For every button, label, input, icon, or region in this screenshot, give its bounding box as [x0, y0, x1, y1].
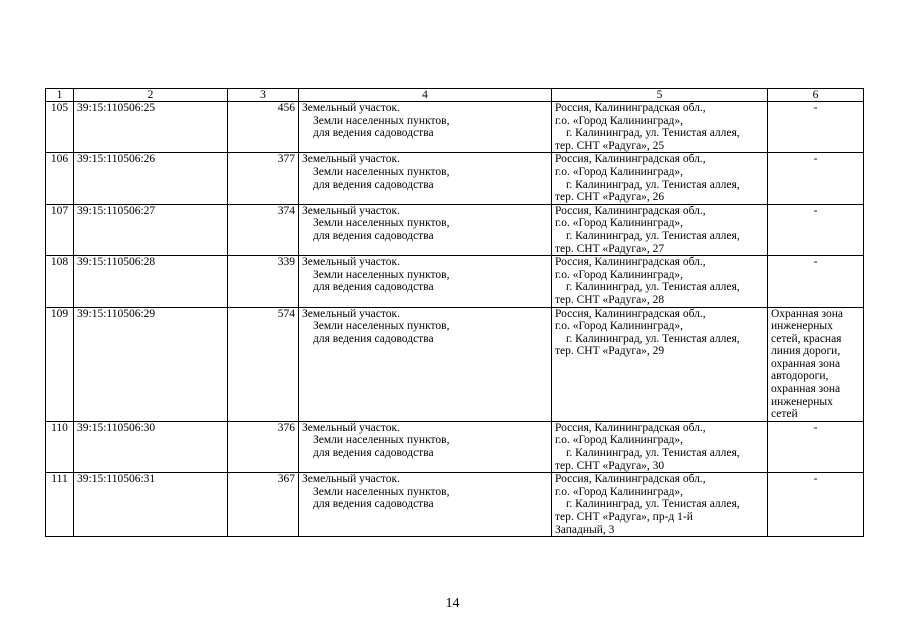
plot-restrictions: [768, 256, 864, 307]
plot-description-line: для ведения садоводства: [313, 229, 434, 242]
plot-address: [552, 473, 768, 537]
area-value: 367: [228, 473, 299, 537]
table-body: [46, 102, 864, 537]
table-row: [46, 473, 864, 537]
plot-restrictions-line: линия дороги,: [771, 345, 841, 358]
area-value: 456: [228, 102, 299, 153]
row-number: 106: [46, 153, 74, 204]
plot-description-line: Земли населенных пунктов,: [313, 165, 450, 178]
plot-address-line: г. Калининград, ул. Тенистая аллея,: [566, 498, 740, 511]
row-number: 105: [46, 102, 74, 153]
table-header: [46, 89, 864, 102]
plot-restrictions: [768, 204, 864, 255]
plot-restrictions: [768, 102, 864, 153]
plot-description-line: Земельный участок.: [302, 473, 400, 486]
plot-description-line: для ведения садоводства: [313, 127, 434, 140]
plot-restrictions-line: инженерных: [771, 395, 833, 408]
plot-description-line: для ведения садоводства: [313, 332, 434, 345]
plot-address-line: г. Калининград, ул. Тенистая аллея,: [566, 127, 740, 140]
plot-address-line: г.о. «Город Калининград»,: [555, 485, 683, 498]
row-number: 109: [46, 307, 74, 421]
plot-restrictions: [768, 473, 864, 537]
plot-description-line: для ведения садоводства: [313, 498, 434, 511]
plot-restrictions-line: автодороги,: [771, 370, 829, 383]
plot-description-line: Земли населенных пунктов,: [313, 114, 450, 127]
plot-description-line: Земельный участок.: [302, 256, 400, 269]
plot-restrictions-line: -: [813, 256, 818, 269]
plot-description-line: Земельный участок.: [302, 421, 400, 434]
plot-description-line: для ведения садоводства: [313, 447, 434, 460]
plot-description-line: Земли населенных пунктов,: [313, 320, 450, 333]
cadastral-number: 39:15:110506:31: [74, 473, 228, 537]
header-col-1: 1: [46, 89, 74, 102]
plot-description-line: Земли населенных пунктов,: [313, 434, 450, 447]
plot-restrictions-line: охранная зона: [771, 383, 841, 396]
plot-description-line: для ведения садоводства: [313, 281, 434, 294]
plot-address-line: г.о. «Город Калининград»,: [555, 320, 683, 333]
plot-description-line: Земли населенных пунктов,: [313, 217, 450, 230]
cadastral-number: 39:15:110506:27: [74, 204, 228, 255]
plot-description: [299, 204, 552, 255]
area-value: 339: [228, 256, 299, 307]
plot-restrictions: [768, 421, 864, 472]
plot-description: [299, 307, 552, 421]
plot-restrictions-line: сетей: [771, 408, 798, 421]
plot-description-line: Земельный участок.: [302, 204, 400, 217]
plot-address-line: г.о. «Город Калининград»,: [555, 114, 683, 127]
plot-address-line: тер. СНТ «Радуга», 27: [555, 242, 665, 255]
cadastral-number: 39:15:110506:30: [74, 421, 228, 472]
area-value: 377: [228, 153, 299, 204]
plot-description: [299, 102, 552, 153]
table-row: [46, 256, 864, 307]
row-number: 111: [46, 473, 74, 537]
plot-description-line: Земли населенных пунктов,: [313, 485, 450, 498]
plot-restrictions-line: охранная зона: [771, 357, 841, 370]
plot-restrictions-line: сетей, красная: [771, 332, 842, 345]
plot-address-line: тер. СНТ «Радуга», 28: [555, 293, 665, 306]
plot-restrictions-line: Охранная зона: [771, 307, 843, 320]
plot-address: [552, 153, 768, 204]
plot-restrictions-line: инженерных: [771, 320, 833, 333]
plot-description: [299, 421, 552, 472]
plot-address-line: г. Калининград, ул. Тенистая аллея,: [566, 229, 740, 242]
header-col-2: 2: [74, 89, 228, 102]
plot-restrictions: [768, 153, 864, 204]
cadastral-number: 39:15:110506:28: [74, 256, 228, 307]
plot-address-line: Россия, Калининградская обл.,: [555, 473, 706, 486]
plot-address-line: г.о. «Город Калининград»,: [555, 268, 683, 281]
plot-restrictions-line: -: [813, 473, 818, 486]
area-value: 376: [228, 421, 299, 472]
plot-restrictions-line: -: [813, 421, 818, 434]
plot-address-line: Россия, Калининградская обл.,: [555, 256, 706, 269]
plot-address: [552, 307, 768, 421]
plot-description-line: Земельный участок.: [302, 307, 400, 320]
plot-address-line: г. Калининград, ул. Тенистая аллея,: [566, 178, 740, 191]
header-col-3: 3: [228, 89, 299, 102]
plot-address: [552, 102, 768, 153]
row-number: 107: [46, 204, 74, 255]
row-number: 108: [46, 256, 74, 307]
plot-address: [552, 256, 768, 307]
plot-address-line: Россия, Калининградская обл.,: [555, 204, 706, 217]
row-number: 110: [46, 421, 74, 472]
plot-address-line: Россия, Калининградская обл.,: [555, 421, 706, 434]
cadastral-number: 39:15:110506:25: [74, 102, 228, 153]
plot-address-line: Западный, 3: [555, 523, 615, 536]
table-row: [46, 307, 864, 421]
plot-address-line: г. Калининград, ул. Тенистая аллея,: [566, 281, 740, 294]
plot-address-line: тер. СНТ «Радуга», 26: [555, 191, 665, 204]
plot-description-line: для ведения садоводства: [313, 178, 434, 191]
table-row: [46, 421, 864, 472]
plot-description-line: Земельный участок.: [302, 102, 400, 114]
header-col-6: 6: [768, 89, 864, 102]
plot-restrictions-line: -: [813, 153, 818, 166]
plot-address-line: Россия, Калининградская обл.,: [555, 102, 706, 114]
cadastral-number: 39:15:110506:29: [74, 307, 228, 421]
plot-description: [299, 473, 552, 537]
header-col-5: 5: [552, 89, 768, 102]
plot-address-line: Россия, Калининградская обл.,: [555, 153, 706, 166]
plot-address-line: г.о. «Город Калининград»,: [555, 165, 683, 178]
table-row: [46, 153, 864, 204]
plot-description: [299, 153, 552, 204]
header-row: [46, 89, 864, 102]
page-number: 14: [445, 596, 460, 611]
plot-address-line: г.о. «Город Калининград»,: [555, 434, 683, 447]
cadastral-number: 39:15:110506:26: [74, 153, 228, 204]
plot-address-line: тер. СНТ «Радуга», 25: [555, 139, 665, 152]
land-plots-table: [45, 88, 864, 537]
plot-address-line: г.о. «Город Калининград»,: [555, 217, 683, 230]
header-col-4: 4: [299, 89, 552, 102]
area-value: 374: [228, 204, 299, 255]
plot-restrictions: [768, 307, 864, 421]
plot-address-line: тер. СНТ «Радуга», 30: [555, 459, 665, 472]
table-row: [46, 102, 864, 153]
plot-address-line: Россия, Калининградская обл.,: [555, 307, 706, 320]
plot-description-line: Земли населенных пунктов,: [313, 268, 450, 281]
plot-address-line: тер. СНТ «Радуга», пр-д 1-й: [555, 511, 693, 523]
plot-address-line: г. Калининград, ул. Тенистая аллея,: [566, 332, 740, 345]
area-value: 574: [228, 307, 299, 421]
plot-restrictions-line: -: [813, 102, 818, 114]
table-row: [46, 204, 864, 255]
plot-address: [552, 421, 768, 472]
plot-description-line: Земельный участок.: [302, 153, 400, 166]
plot-address-line: г. Калининград, ул. Тенистая аллея,: [566, 447, 740, 460]
plot-description: [299, 256, 552, 307]
plot-address-line: тер. СНТ «Радуга», 29: [555, 345, 665, 358]
plot-address: [552, 204, 768, 255]
plot-restrictions-line: -: [813, 204, 818, 217]
